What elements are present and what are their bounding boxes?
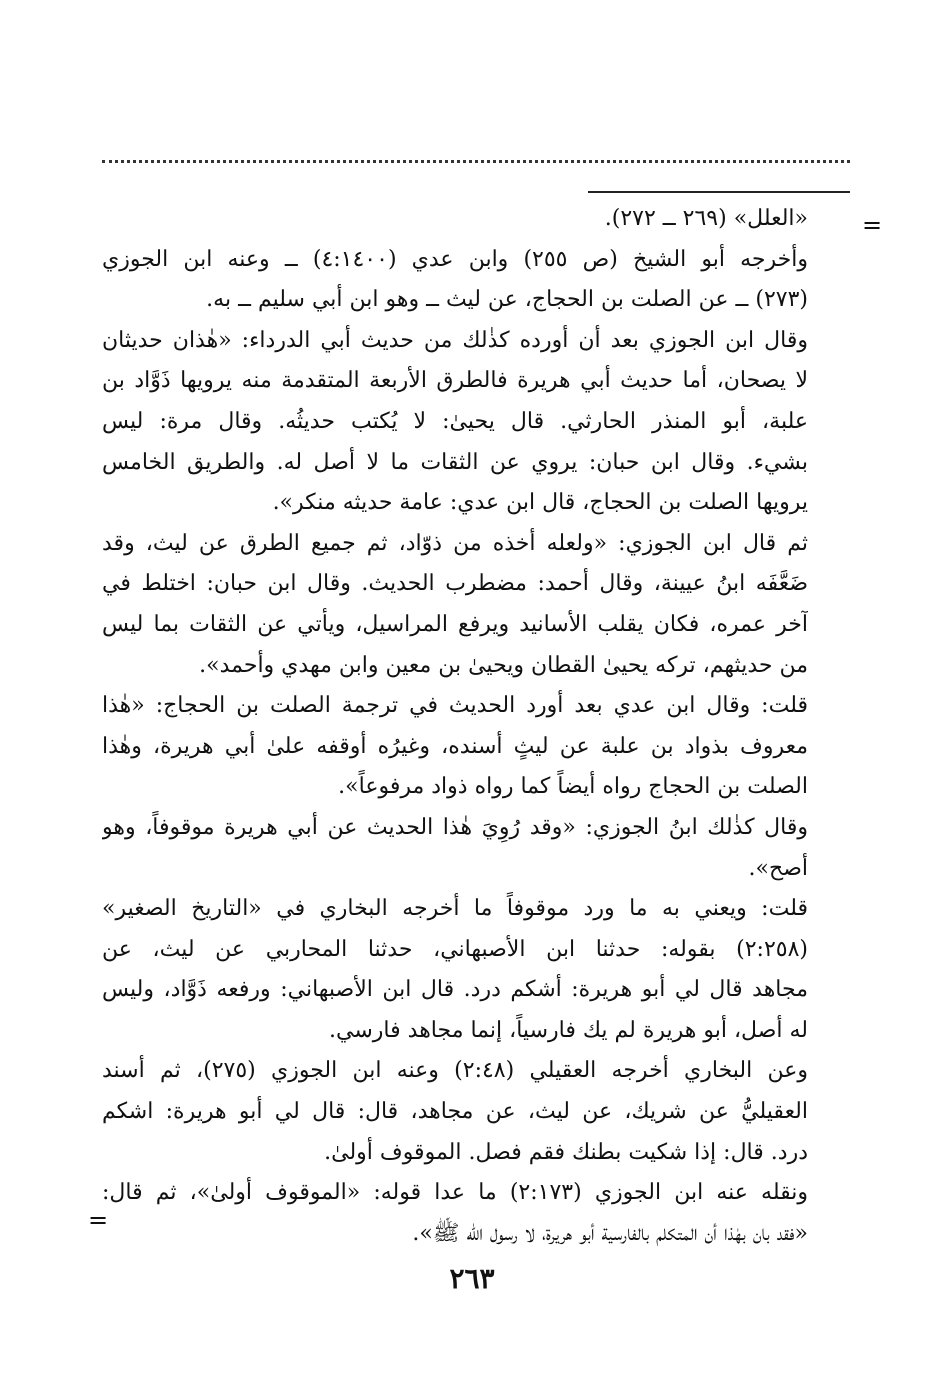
text-line: «العلل» (٢٦٩ ــ ٢٧٢). [604,206,808,231]
continuation-mark-bottom: = [88,1206,109,1234]
text-line: (٢:٢٥٨) بقوله: حدثنا ابن الأصبهاني، حدثنا المحاربي عن ليث، عن [102,936,808,962]
text-line: بشيء. وقال ابن حبان: يروي عن الثقات ما لا أصل له. والطريق الخامس [102,449,808,475]
text-line: له أصل، أبو هريرة لم يك فارسياً، إنما مجاهد فارسي. [329,1017,808,1043]
text-line: «فقد بان بهٰذا أن المتكلم بالفارسية أبو هريرة، لا رسول الله ﷺ». [412,1220,808,1246]
text-line: ونقله عنه ابن الجوزي (٢:١٧٣) ما عدا قوله: «الموقوف أولىٰ»، ثم قال: [102,1180,808,1206]
text-line: (٢٧٣) ــ عن الصلت بن الحجاج، عن ليث ــ وهو ابن أبي سليم ــ به. [206,287,808,313]
text-line: درد. قال: إذا شكيت بطنك فقم فصل. الموقوف أولىٰ. [324,1139,808,1165]
text-line: العقيليُّ عن شريك، عن ليث، عن مجاهد، قال: قال لي أبو هريرة: اشكم [102,1099,808,1125]
text-line: أصح». [748,855,808,881]
continuation-mark-top: = [862,211,883,239]
dotted-separator [102,160,850,163]
text-line: من حديثهم، تركه يحيىٰ القطان ويحيىٰ بن معين وابن مهدي وأحمد». [199,652,808,678]
text-line: الصلت بن الحجاج رواه أيضاً كما رواه ذواد مرفوعاً». [338,774,808,800]
text-line: ضَعَّفَه ابنُ عيينة، وقال أحمد: مضطرب الحديث. وقال ابن حبان: اختلط في [102,571,808,597]
text-line: وأخرجه أبو الشيخ (ص ٢٥٥) وابن عدي (٤:١٤٠٠) ــ وعنه ابن الجوزي [102,246,808,272]
text-line: قلت: وقال ابن عدي بعد أورد الحديث في ترجمة الصلت بن الحجاج: «هٰذا [102,693,808,719]
text-line: آخر عمره، فكان يقلب الأسانيد ويرفع المراسيل، ويأتي عن الثقات بما ليس [102,611,808,637]
text-line: وقال ابن الجوزي بعد أن أورده كذٰلك من حديث أبي الدرداء: «هٰذان حديثان [102,327,808,353]
text-line: مجاهد قال لي أبو هريرة: أشكم درد. قال ابن الأصبهاني: ورفعه ذَوَّاد، وليس [102,977,808,1003]
text-line: ثم قال ابن الجوزي: «ولعله أخذه من ذوّاد، ثم جميع الطرق عن ليث، وقد [102,530,808,556]
text-line: وقال كذٰلك ابنُ الجوزي: «وقد رُوِيَ هٰذا الحديث عن أبي هريرة موقوفاً، وهو [102,814,808,840]
text-line: يرويها الصلت بن الحجاج، قال ابن عدي: عامة حديثه منكر». [272,490,808,516]
text-line: قلت: ويعني به ما ورد موقوفاً ما أخرجه البخاري في «التاريخ الصغير» [102,896,808,922]
footnote-separator-rule [588,191,850,193]
text-line: علبة، أبو المنذر الحارثي. قال يحيىٰ: لا يُكتب حديثُه. وقال مرة: ليس [102,408,808,434]
text-line: وعن البخاري أخرجه العقيلي (٢:٤٨) وعنه ابن الجوزي (٢٧٥)، ثم أسند [102,1058,808,1084]
text-line: معروف بذواد بن علبة عن ليثٍ أسنده، وغيرُه أوقفه علىٰ أبي هريرة، وهٰذا [102,733,808,759]
text-line: لا يصحان، أما حديث أبي هريرة فالطرق الأربعة المتقدمة منه يرويها ذَوَّاد بن [102,368,808,394]
page-number: ٢٦٣ [449,1262,495,1295]
footnote-text [102,199,808,1254]
